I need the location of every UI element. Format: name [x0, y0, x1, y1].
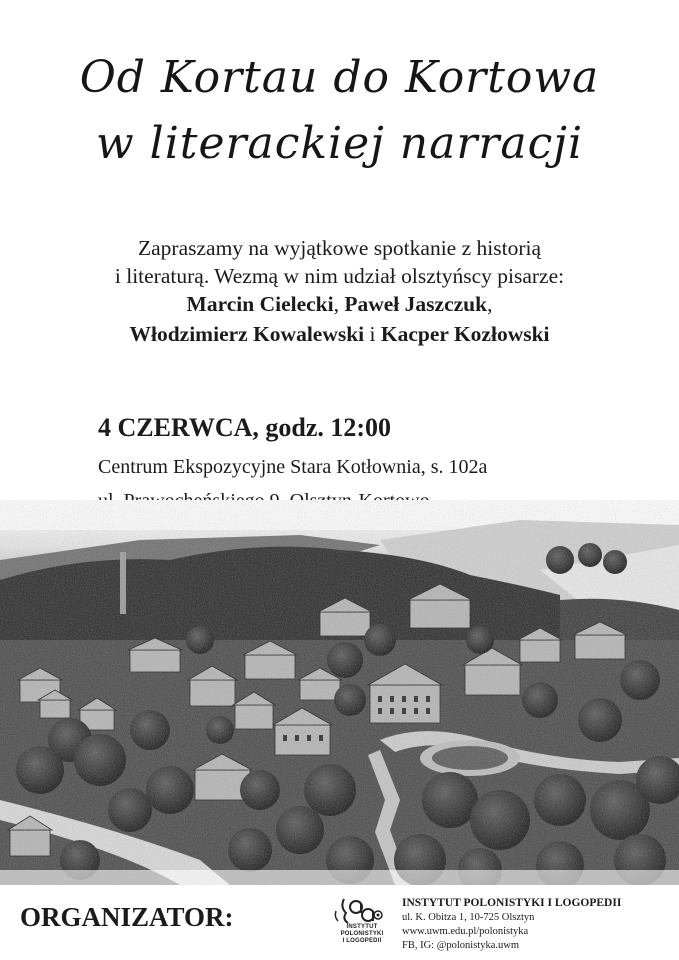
author-name: Włodzimierz Kowalewski [129, 322, 365, 346]
institute-address: ul. K. Obitza 1, 10-725 Olsztyn [402, 912, 535, 923]
authors-line-2 [0, 320, 679, 348]
author-name: Kacper Kozłowski [380, 322, 550, 346]
organizer-label: ORGANIZATOR: [20, 902, 234, 932]
intro-line-1: Zapraszamy na wyjątkowe spotkanie z historią [138, 236, 541, 260]
author-name: Paweł Jaszczuk [344, 292, 488, 316]
authors-line-1 [0, 290, 679, 318]
author-name: Marcin Cielecki [186, 292, 334, 316]
logo-text-line: INSTYTUT [346, 924, 378, 930]
logo-text-line: POLONISTYKI [340, 931, 384, 937]
institute-website: www.uwm.edu.pl/polonistyka [402, 926, 529, 937]
event-venue: Centrum Ekspozycyjne Stara Kotłownia, s. 102a [98, 456, 488, 478]
poster-title-line-2: w literackiej narracji [95, 118, 584, 169]
institute-social: FB, IG: @polonistyka.uwm [402, 940, 520, 951]
poster-title-line-1: Od Kortau do Kortowa [79, 52, 600, 103]
author-separator: i [364, 322, 381, 346]
logo-text-line: I LOGOPEDII [342, 938, 382, 944]
intro-line-2: i literaturą. Wezmą w nim udział olsztyńscy pisarze: [114, 264, 565, 288]
event-date-time: 4 CZERWCA, godz. 12:00 [98, 413, 392, 442]
author-separator: , [333, 292, 345, 316]
historic-aerial-photo [0, 500, 679, 885]
institute-name: INSTYTUT POLONISTYKI I LOGOPEDII [402, 897, 622, 909]
author-separator: , [487, 292, 493, 316]
